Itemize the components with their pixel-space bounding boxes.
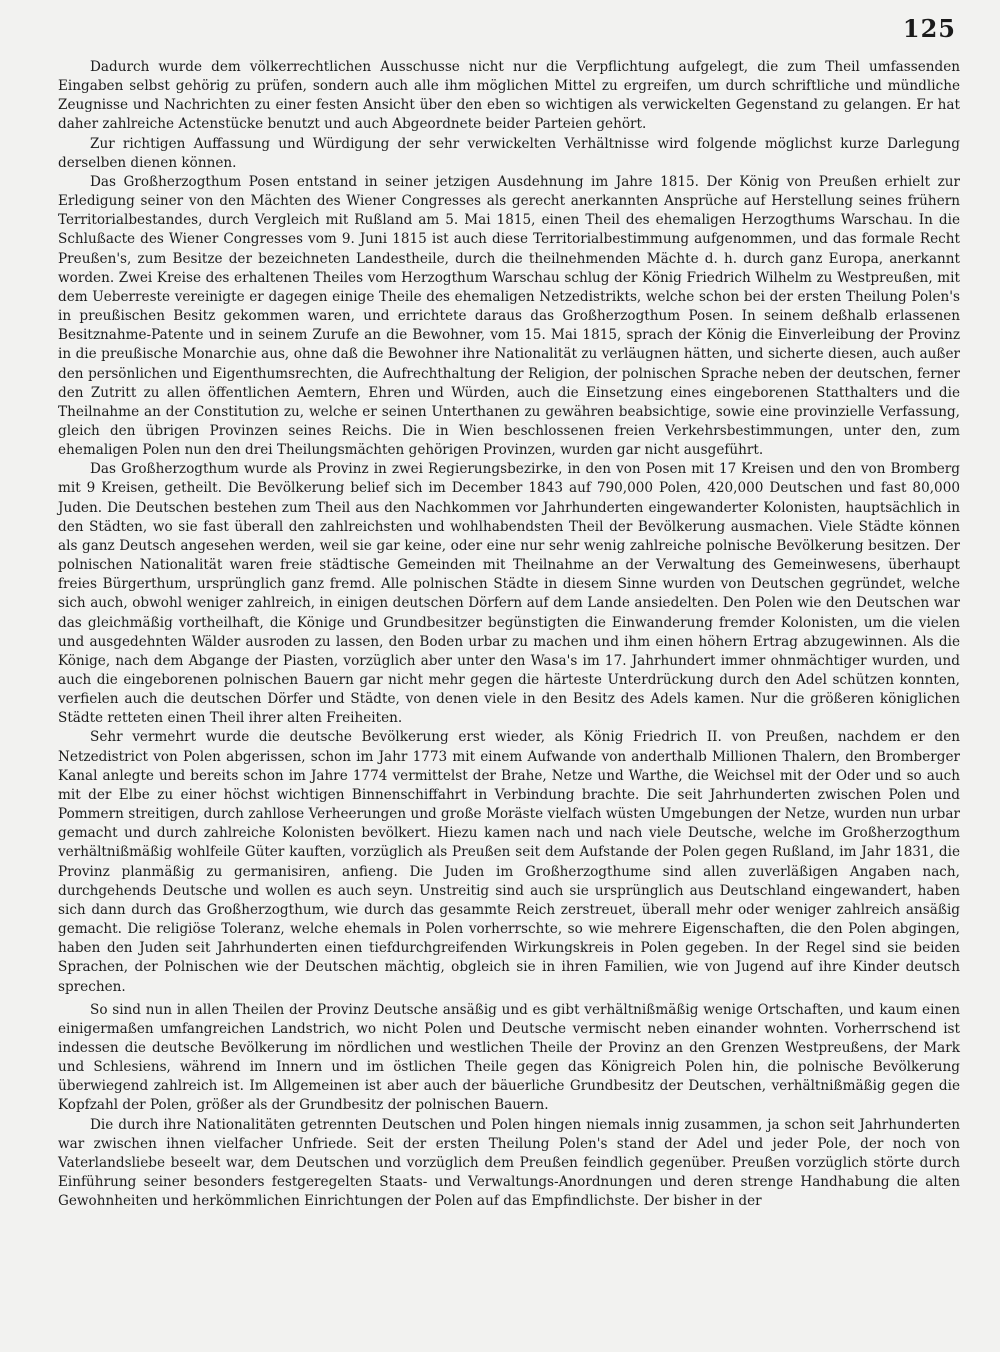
paragraph-1: Dadurch wurde dem völkerrechtlichen Ausschusse nicht nur die Verpflichtung aufgelegt, die zum Theil umfassenden Eingaben selbst gehörig zu prüfen, sondern auch alle ihm möglichen Mittel zu ergreifen, um durch schriftliche und mündliche Zeugnisse und Nachrichten zu einer festen Ansicht über den eben so wichtigen als verwickelten Gegenstand zu gelangen. Er hat daher zahlreiche Actenstücke benutzt und auch Abgeordnete beider Parteien gehört. — [58, 59, 960, 133]
paragraph-4: Das Großherzogthum wurde als Provinz in zwei Regierungsbezirke, in den von Posen mit 17 Kreisen und den von Bromberg mit 9 Kreisen, getheilt. Die Bevölkerung belief sich im December 1843 auf 790,000 Polen, 420,000 Deutschen und fast 80,000 Juden. Die Deutschen bestehen zum Theil aus den Nachkommen vor Jahrhunderten eingewanderter Kolonisten, hauptsächlich in den Städten, wo sie fast überall den zahlreichsten und wohlhabendsten Theil der Bevölkerung ausmachen. Viele Städte können als ganz Deutsch angesehen werden, weil sie gar keine, oder eine nur sehr wenig zahlreiche polnische Bevölkerung besitzen. Der polnischen Nationalität waren freie städtische Gemeinden mit Theilnahme an der Verwaltung des Gemeinwesens, überhaupt freies Bürgerthum, ursprünglich ganz fremd. Alle polnischen Städte in diesem Sinne wurden von Deutschen gegründet, welche sich auch, obwohl weniger zahlreich, in einigen deutschen Dörfern auf dem Lande ansiedelten. Den Polen wie den Deutschen war das gleichmäßig vortheilhaft, die Könige und Grundbesitzer begünstigten die Einwanderung fremder Kolonisten, um die vielen und ausgedehnten Wälder ausroden zu lassen, den Boden urbar zu machen und ihm einen höhern Ertrag abzugewinnen. Als die Könige, nach dem Abgange der Piasten, vorzüglich aber unter den Wasa's im 17. Jahrhundert immer ohnmächtiger wurden, und auch die eingeborenen polnischen Bauern gar nicht mehr gegen die härteste Unterdrückung durch den Adel schützen konnten, verfielen auch die deutschen Dörfer und Städte, von denen viele in den Besitz des Adels kamen. Nur die größeren königlichen Städte retteten einen Theil ihrer alten Freiheiten. — [58, 461, 960, 727]
page-number: 125 — [902, 14, 956, 43]
paragraph-7: Die durch ihre Nationalitäten getrennten Deutschen und Polen hingen niemals innig zusammen, ja schon seit Jahrhunderten war zwischen ihnen vielfacher Unfriede. Seit der ersten Theilung Polen's stand der Adel und jeder Pole, der noch von Vaterlandsliebe beseelt war, dem Deutschen und vorzüglich dem Preußen feindlich gegenüber. Preußen vorzüglich störte durch Einführung seiner besonders festgeregelten Staats- und Verwaltungs-Anordnungen und deren strenge Handhabung die alten Gewohnheiten und herkömmlichen Einrichtungen der Polen auf das Empfindlichste. Der bisher in der — [58, 1116, 960, 1210]
paragraph-5: Sehr vermehrt wurde die deutsche Bevölkerung erst wieder, als König Friedrich II. von Preußen, nachdem er den Netzedistrict von Polen abgerissen, schon im Jahr 1773 mit einem Aufwande von anderthalb Millionen Thalern, den Bromberger Kanal anlegte und bereits schon im Jahre 1774 vermittelst der Brahe, Netze und Warthe, die Weichsel mit der Oder und so auch mit der Elbe zu einer höchst wichtigen Binnenschiffahrt in Verbindung brachte. Die seit Jahrhunderten zwischen Polen und Pommern streitigen, durch zahllose Verheerungen und große Moräste vielfach wüsten Umgebungen der Netze, wurden nun urbar gemacht und durch zahlreiche Kolonisten bevölkert. Hiezu kamen nach und nach viele Deutsche, welche im Großherzogthum verhältnißmäßig wohlfeile Güter kauften, vorzüglich als Preußen seit dem Aufstande der Polen gegen Rußland, im Jahr 1831, die Provinz planmäßig zu germanisiren, anfieng. Die Juden im Großherzogthume sind allen zuverläßigen Angaben nach, durchgehends Deutsche und wollen es auch seyn. Unstreitig sind auch sie ursprünglich aus Deutschland eingewandert, haben sich dann durch das Großherzogthum, wie durch das gesammte Reich zerstreuet, überall mehr oder weniger zahlreich ansäßig gemacht. Die religiöse Toleranz, welche ehemals in Polen vorherrschte, so wie mehrere Eigenschaften, die den Polen abgingen, haben den Juden seit Jahrhunderten einen tiefdurchgreifenden Wirkungskreis in Polen gegeben. In der Regel sind sie beiden Sprachen, der Polnischen wie der Deutschen mächtig, obgleich sie in ihren Familien, wie von Jugend auf ihre Kinder deutsch sprechen. — [58, 729, 960, 995]
paragraph-3: Das Großherzogthum Posen entstand in seiner jetzigen Ausdehnung im Jahre 1815. Der König von Preußen erhielt zur Erledigung seiner von den Mächten des Wiener Congresses als gerecht anerkannten Ansprüche auf Herstellung seines frühern Territorialbestandes, durch Vergleich mit Rußland am 5. Mai 1815, einen Theil des ehemaligen Herzogthums Warschau. In die Schlußacte des Wiener Congresses vom 9. Juni 1815 ist auch diese Territorialbestimmung aufgenommen, und das formale Recht Preußen's, zum Besitze der bezeichneten Landestheile, durch die theilnehmenden Mächte d. h. durch ganz Europa, anerkannt worden. Zwei Kreise des erhaltenen Theiles vom Herzogthum Warschau schlug der König Friedrich Wilhelm zu Westpreußen, mit dem Ueberreste vereinigte er dagegen einige Theile des ehemaligen Netzedistrikts, welche schon bei der ersten Theilung Polen's in preußischen Besitz gekommen waren, und errichtete daraus das Großherzogthum Posen. In seinem deßhalb erlassenen Besitznahme-Patente und in seinem Zurufe an die Bewohner, vom 15. Mai 1815, sprach der König die Einverleibung der Provinz in die preußische Monarchie aus, ohne daß die Bewohner ihre Nationalität zu verläugnen hätten, und sicherte diesen, auch außer den persönlichen und Eigenthumsrechten, die Aufrechthaltung der Religion, der polnischen Sprache neben der deutschen, ferner den Zutritt zu allen öffentlichen Aemtern, Ehren und Würden, auch die Einsetzung eines eingeborenen Statthalters und die Theilnahme an der Constitution zu, welche er seinen Unterthanen zu gewähren beabsichtige, sowie eine provinzielle Verfassung, gleich den übrigen Provinzen seines Reichs. Die in Wien beschlossenen freien Verkehrsbestimmungen, unter den, zum ehemaligen Polen nun den drei Theilungsmächten gehörigen Provinzen, wurden gar nicht ausgeführt. — [58, 173, 960, 459]
body-text — [58, 58, 960, 1211]
paragraph-6: So sind nun in allen Theilen der Provinz Deutsche ansäßig und es gibt verhältnißmäßig wenige Ortschaften, und kaum einen einigermaßen umfangreichen Landstrich, wo nicht Polen und Deutsche vermischt neben einander wohnten. Vorherrschend ist indessen die deutsche Bevölkerung im nördlichen und westlichen Theile der Provinz an den Grenzen Westpreußens, der Mark und Schlesiens, während im Innern und im östlichen Theile gegen das Königreich Polen hin, die polnische Bevölkerung überwiegend zahlreich ist. Im Allgemeinen ist aber auch der bäuerliche Grundbesitz der Deutschen, verhältnißmäßig gegen die Kopfzahl der Polen, größer als der Grundbesitz der polnischen Bauern. — [58, 1001, 960, 1114]
paragraph-2: Zur richtigen Auffassung und Würdigung der sehr verwickelten Verhältnisse wird folgende möglichst kurze Darlegung derselben dienen können. — [58, 135, 960, 171]
